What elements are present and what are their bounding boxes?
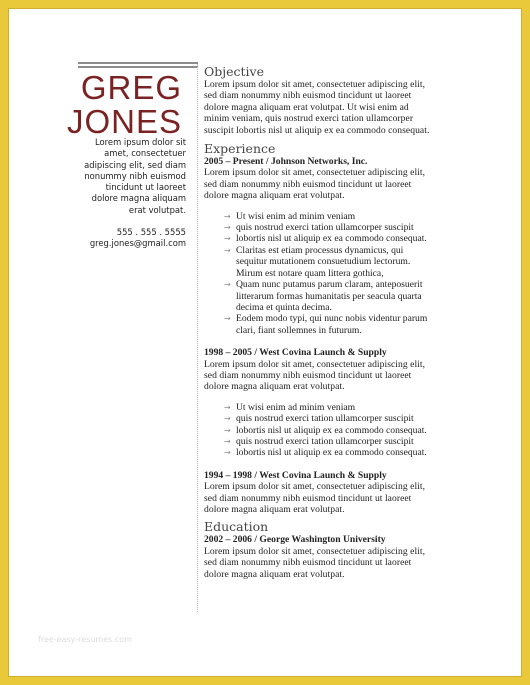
education-text [204, 546, 504, 580]
bullet-text: decima et quinta decima. [236, 301, 332, 313]
main-column [204, 64, 504, 580]
bullet-text: sequitur mutationem consuetudium lectorum. [236, 256, 411, 268]
education-heading: Education [204, 519, 269, 535]
name-first: GREG [80, 69, 182, 106]
text-line: suscipit lobortis nisl ut aliquip ex ea commodo consequat. [204, 124, 430, 136]
text-line: sed diam nonummy nibh euismod tincidunt ut laoreet [204, 492, 412, 504]
bullet-text: clari, fiant sollemnes in futurum. [236, 324, 362, 336]
text-line: sed diam nonummy nibh euismod tincidunt ut laoreet [204, 369, 412, 381]
arrow-icon: → [224, 425, 231, 435]
arrow-icon: → [224, 436, 231, 446]
bullet-item [204, 436, 504, 447]
text-line: dolore magna aliquam erat volutpat. [204, 504, 345, 515]
jobs-list [204, 156, 504, 515]
bullet-item [204, 279, 504, 313]
job-bullets [204, 211, 504, 336]
job-bullets [204, 402, 504, 459]
bullet-text: lobortis nisl ut aliquip ex ea commodo consequat. [236, 424, 427, 436]
side-line: adipiscing elit, sed diam [84, 159, 186, 170]
side-line: nonummy nibh euismod [84, 170, 186, 181]
arrow-icon: → [224, 280, 231, 290]
text-line: Lorem ipsum dolor sit amet, consectetuer adipiscing elit, [204, 167, 426, 179]
contact-phone: 555 . 555 . 5555 [116, 227, 186, 237]
side-line: amet, consectetuer [104, 148, 186, 159]
text-line: sed diam nonummy nibh euismod tincidunt ut laoreet [204, 178, 412, 190]
job-description [204, 481, 504, 515]
text-line: Lorem ipsum dolor sit amet, consectetuer adipiscing elit, [204, 79, 426, 90]
experience-section [204, 141, 504, 515]
job-description [204, 167, 504, 201]
job-entry [204, 470, 504, 516]
job-entry [204, 156, 504, 336]
arrow-icon: → [224, 245, 231, 255]
resume-page [8, 8, 522, 677]
job-title: 2005 – Present / Johnson Networks, Inc. [204, 156, 368, 168]
side-line: tincidunt ut laoreet [105, 182, 186, 193]
text-line: minim veniam, quis nostrud exerci tation ullamcorper [204, 113, 414, 125]
side-line: Lorem ipsum dolor sit [95, 137, 186, 147]
side-line: dolore magna aliquam [91, 193, 186, 204]
bullet-item [204, 211, 504, 222]
bullet-item [204, 413, 504, 424]
arrow-icon: → [224, 223, 231, 233]
text-line: Lorem ipsum dolor sit amet, consectetuer adipiscing elit, [204, 358, 426, 370]
job-title: 1998 – 2005 / West Covina Launch & Supply [204, 347, 387, 359]
top-rule-second [78, 66, 198, 68]
bullet-item [204, 233, 504, 244]
arrow-icon: → [224, 414, 231, 424]
experience-heading: Experience [204, 141, 276, 157]
arrow-icon: → [224, 314, 231, 324]
bullet-text: Mirum est notare quam littera gothica, [236, 267, 384, 279]
objective-text [204, 79, 504, 136]
bullet-text: quis nostrud exerci tation ullamcorper suscipit [236, 222, 414, 234]
bullet-text: lobortis nisl ut aliquip ex ea commodo consequat. [236, 447, 427, 459]
bullet-text: lobortis nisl ut aliquip ex ea commodo consequat. [236, 233, 427, 245]
bullet-item [204, 447, 504, 458]
bullet-item [204, 402, 504, 413]
bullet-item [204, 313, 504, 336]
bullet-text: Claritas est etiam processus dynamicus, qui [236, 244, 404, 256]
job-entry [204, 347, 504, 459]
side-line: erat volutpat. [128, 204, 186, 215]
bullet-text: Eodem modo typi, qui nunc nobis videntur parum [236, 313, 428, 325]
objective-heading: Objective [204, 64, 265, 79]
job-description [204, 359, 504, 393]
bullet-item [204, 245, 504, 279]
text-line: Lorem ipsum dolor sit amet, consectetuer adipiscing elit, [204, 545, 426, 557]
bullet-text: Ut wisi enim ad minim veniam [236, 401, 356, 413]
bullet-text: Ut wisi enim ad minim veniam [236, 210, 356, 222]
bullet-text: Quam nunc putamus parum claram, anteposuerit [236, 279, 423, 291]
arrow-icon: → [224, 402, 231, 412]
text-line: dolore magna aliquam erat volutpat. [204, 381, 345, 393]
text-line: sed diam nonummy nibh euismod tincidunt ut laoreet [204, 557, 412, 569]
education-title: 2002 – 2006 / George Washington University [204, 534, 386, 546]
text-line: dolore magna aliquam erat volutpat. [204, 190, 345, 202]
name-last: JONES [66, 103, 182, 140]
job-title: 1994 – 1998 / West Covina Launch & Supply [204, 469, 387, 481]
bullet-text: quis nostrud exerci tation ullamcorper suscipit [236, 413, 414, 425]
arrow-icon: → [224, 234, 231, 244]
bullet-item [204, 425, 504, 436]
contact-email[interactable]: greg.jones@gmail.com [89, 238, 186, 248]
side-summary [64, 137, 186, 216]
bullet-text: quis nostrud exerci tation ullamcorper suscipit [236, 435, 414, 447]
arrow-icon: → [224, 448, 231, 458]
text-line: dolore magna aliquam erat volutpat. Ut wisi enim ad [204, 101, 409, 113]
objective-section [204, 64, 504, 136]
arrow-icon: → [224, 211, 231, 221]
text-line: Lorem ipsum dolor sit amet, consectetuer adipiscing elit, [204, 481, 426, 493]
text-line: sed diam nonummy nibh euismod tincidunt ut laoreet [204, 90, 412, 102]
text-line: dolore magna aliquam erat volutpat. [204, 568, 345, 580]
watermark: free-easy-resumes.com [38, 635, 132, 644]
top-rule [78, 62, 198, 64]
bullet-text: litterarum formas humanitatis per seacula quarta [236, 290, 422, 302]
education-section [204, 519, 504, 580]
column-divider [197, 64, 198, 612]
bullet-item [204, 222, 504, 233]
